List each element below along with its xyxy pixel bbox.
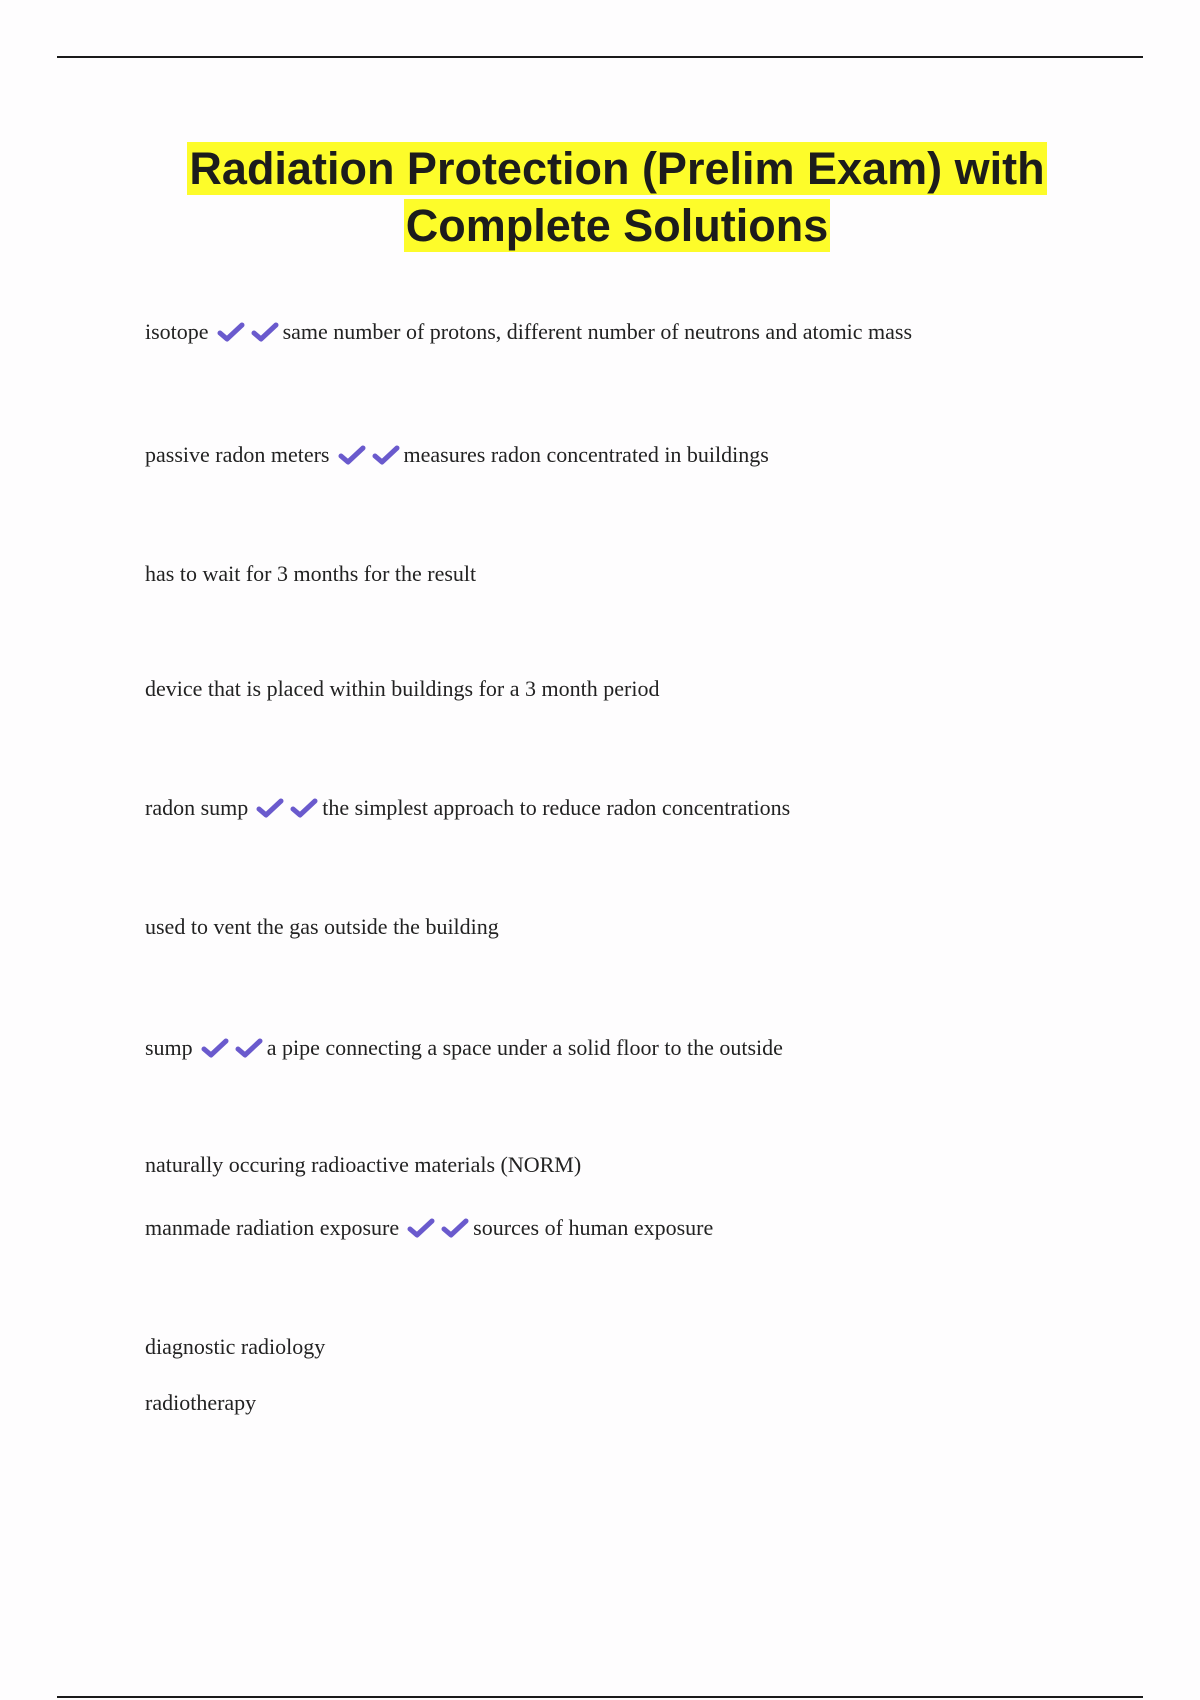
entry-sump	[145, 1033, 783, 1067]
entry-term: radon sump	[145, 795, 249, 820]
entry-text: radiotherapy	[145, 1390, 257, 1415]
double-check-icon	[256, 797, 318, 827]
entry-text: diagnostic radiology	[145, 1334, 326, 1359]
entry-definition: same number of protons, different number of neutrons and atomic mass	[282, 319, 913, 344]
bottom-rule	[57, 1696, 1143, 1698]
entry-text: device that is placed within buildings for a 3 month period	[145, 676, 660, 701]
double-check-icon	[338, 444, 400, 474]
check-icon	[372, 444, 400, 466]
double-check-icon	[201, 1037, 263, 1067]
entry-radon-sump	[145, 793, 790, 827]
check-icon	[217, 321, 245, 343]
entry-definition: measures radon concentrated in buildings	[403, 442, 769, 467]
title-line-1: Radiation Protection (Prelim Exam) with	[189, 143, 1045, 194]
check-icon	[256, 797, 284, 819]
check-icon	[338, 444, 366, 466]
title-line-2: Complete Solutions	[405, 200, 829, 251]
entry-term: isotope	[145, 319, 209, 344]
entry-term: passive radon meters	[145, 442, 330, 467]
document-title	[0, 140, 1200, 254]
entry-definition: the simplest approach to reduce radon concentrations	[322, 795, 791, 820]
entry-term: manmade radiation exposure	[145, 1215, 400, 1240]
entry-isotope	[145, 317, 912, 351]
double-check-icon	[407, 1217, 469, 1247]
check-icon	[407, 1217, 435, 1239]
check-icon	[235, 1037, 263, 1059]
entry-text: has to wait for 3 months for the result	[145, 561, 477, 586]
top-rule	[57, 56, 1143, 58]
check-icon	[251, 321, 279, 343]
entry-passive-radon-meters	[145, 440, 769, 474]
entry-definition: a pipe connecting a space under a solid floor to the outside	[266, 1035, 783, 1060]
entry-manmade-radiation-exposure	[145, 1213, 713, 1247]
check-icon	[441, 1217, 469, 1239]
entry-term: sump	[145, 1035, 193, 1060]
double-check-icon	[217, 321, 279, 351]
entry-definition: sources of human exposure	[473, 1215, 714, 1240]
entry-text: naturally occuring radioactive materials (NORM)	[145, 1152, 582, 1177]
entry-text: used to vent the gas outside the building	[145, 914, 499, 939]
check-icon	[201, 1037, 229, 1059]
check-icon	[290, 797, 318, 819]
